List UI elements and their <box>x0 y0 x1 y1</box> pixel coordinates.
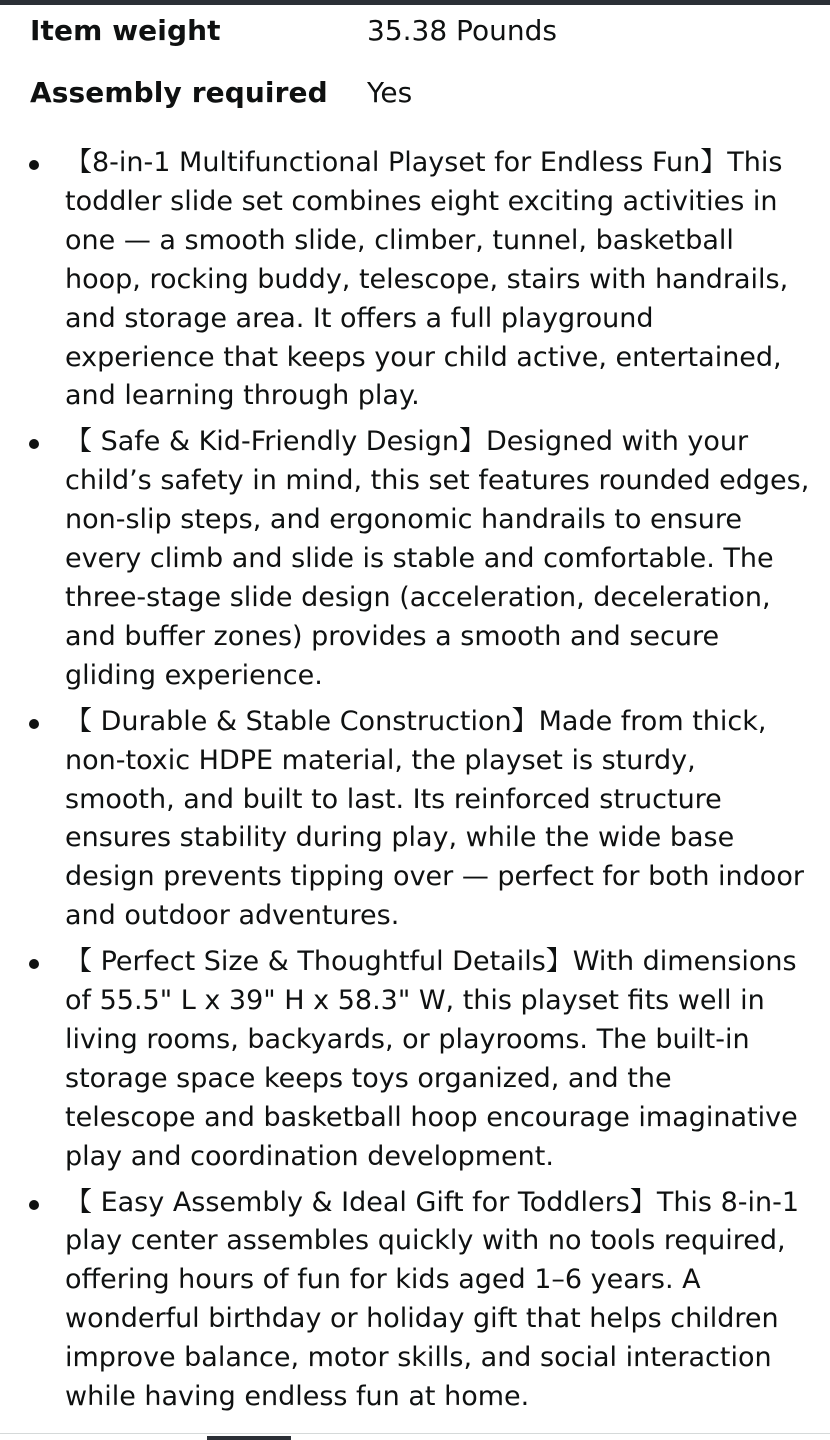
spec-label: Item weight <box>30 14 221 47</box>
spec-value: Yes <box>367 76 413 109</box>
feature-bullet-text: 【 Safe & Kid-Friendly Design】Designed with your child’s safety in mind, this set features rounded edges, non-slip steps, and ergonomic handrails to ensure every climb and slide is stable and comfortable. The three-stage slide design (acceleration, deceleration, and buffer zones) provides a smooth and secure gliding experience. <box>65 426 810 691</box>
bottom-edge <box>0 1433 830 1440</box>
scroll-indicator[interactable] <box>207 1436 291 1440</box>
spec-row-assembly-required <box>30 76 810 138</box>
spec-label: Assembly required <box>30 76 328 109</box>
top-divider <box>0 0 830 5</box>
bullet-dot-icon <box>29 959 39 969</box>
bullet-dot-icon <box>29 160 39 170</box>
feature-bullet-text: 【 Perfect Size & Thoughtful Details】With dimensions of 55.5" L x 39" H x 58.3" W, this playset fits well in living rooms, backyards, or playrooms. The built-in storage space keeps toys organized, and the telescope and basketball hoop encourage imaginative play and coordination development. <box>65 946 798 1172</box>
spec-row-item-weight <box>30 14 810 76</box>
bullet-dot-icon <box>29 439 39 449</box>
feature-bullet-durable-construction <box>0 703 830 936</box>
bullet-dot-icon <box>29 719 39 729</box>
spec-value: 35.38 Pounds <box>367 14 557 47</box>
product-specs-table <box>30 14 810 138</box>
feature-bullet-multifunctional <box>0 144 830 416</box>
feature-bullet-text: 【8-in-1 Multifunctional Playset for Endless Fun】This toddler slide set combines eight exciting activities in one — a smooth slide, climber, tunnel, basketball hoop, rocking buddy, telescope, stairs with handrails, and storage area. It offers a full playground experience that keeps your child active, entertained, and learning through play. <box>65 147 789 412</box>
feature-bullet-safe-design <box>0 423 830 695</box>
bullet-dot-icon <box>29 1200 39 1210</box>
feature-bullet-text: 【 Easy Assembly & Ideal Gift for Toddlers】This 8-in-1 play center assembles quickly with no tools required, offering hours of fun for kids aged 1–6 years. A wonderful birthday or holiday gift that helps children improve balance, motor skills, and social interaction while having endless fun at home. <box>65 1186 800 1413</box>
about-this-item-list <box>0 144 830 1424</box>
feature-bullet-size-details <box>0 943 830 1176</box>
feature-bullet-text: 【 Durable & Stable Construction】Made from thick, non-toxic HDPE material, the playset is sturdy, smooth, and built to last. Its reinforced structure ensures stability during play, while the wide base design prevents tipping over — perfect for both indoor and outdoor adventures. <box>65 705 804 932</box>
feature-bullet-easy-assembly <box>0 1184 830 1417</box>
